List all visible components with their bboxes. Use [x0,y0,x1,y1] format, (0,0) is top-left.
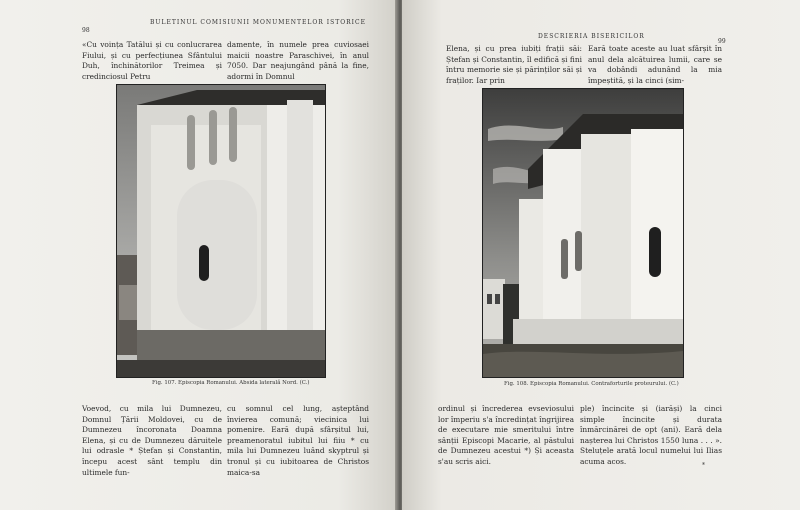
right-bottom-column-2: ple) încincite și (iarăși) la cinci simple încincite și durata înmărcinărei de opt (ani). Eară dela nașterea lui Christos 1550 luna . . . ». Steluțele arată locul numelui lui Ilias acuma acos. [580,404,722,466]
left-top-column-2: damente, în numele prea cuviosaei maicii noastre Paraschivei, în anul 7050. Dar neajungând până la fine, adormi în Domnul [227,40,369,81]
right-bottom-column-1: ordinul și încrederea evseviosului lor împeriu s'a încredințat îngrijirea de executare mie smeritului între sânții Episcopi Macarie, al păstului de Dumnezeu acestui *) Și aceasta s'au scris aici. [438,404,574,466]
left-running-header: BULETINUL COMISIUNII MONUMENTELOR ISTORICE [150,19,366,26]
figure-108-photo [482,88,684,378]
left-page-number: 98 [82,27,90,34]
right-page-number: 99 [718,38,726,45]
left-bottom-column-1: Voevod, cu mila lui Dumnezeu, Domnul Țării Moldovei, cu de Dumnezeu încoronata Doamna Elena, și cu de Dumnezeu dăruitele lui odrasle * Ștefan și Constantin, începu acest sânt templu din ultimele fun- [82,404,222,477]
right-top-column-2: Eară toate aceste au luat sfârșit în anul dela alcătuirea lumii, care se va dobândi adunând la mia împeștită, și la cinci (sim- [588,44,722,85]
figure-108-caption: Fig. 108. Episcopia Romanului. Contraforturile proteurului. (C.) [504,381,679,387]
figure-107-caption: Fig. 107. Episcopia Romanului. Absida laterală Nord. (C.) [152,380,310,386]
left-bottom-column-2: cu somnul cel lung, așteptând învierea comună; viecinica lui pomenire. Eară după sfârșitul lui, preamenoratul iubitul lui fiiu * cu mila lui Dumnezeu luând skyptrul și tronul și cu iubitoarea de Christos maica-sa [227,404,369,477]
left-top-column-1: «Cu voința Tatălui și cu conlucrarea Fiului, și cu perfecțiunea Sfântului Duh, închinătorilor Treimea și credinciosul Petru [82,40,222,81]
right-top-column-1: Elena, și cu prea iubiți frații săi: Ștefan și Constantin, îl edifică și fini întru memorie sie și părinților săi și fraților. Iar prin [446,44,582,85]
figure-107-photo [116,84,326,378]
right-page [402,0,800,510]
left-page [0,0,398,510]
footnote-mark: * [702,462,705,469]
right-running-header: DESCRIERIA BISERICILOR [538,33,645,40]
